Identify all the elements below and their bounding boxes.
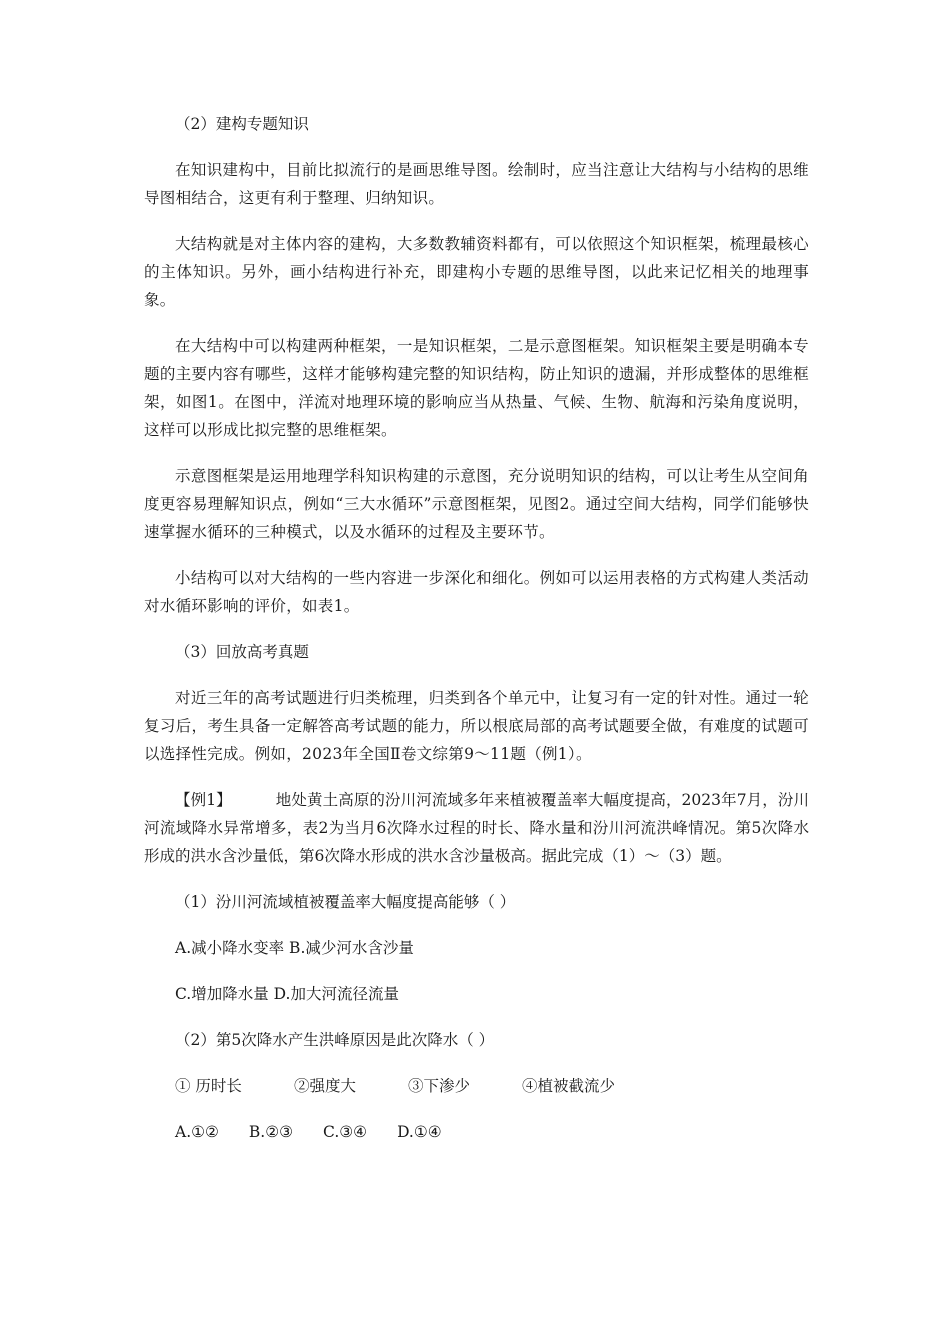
question-2-answer: D.①④	[397, 1123, 442, 1141]
question-2-answers	[144, 1118, 809, 1146]
paragraph: 在知识建构中，目前比拟流行的是画思维导图。绘制时，应当注意让大结构与小结构的思维导图相结合，这更有利于整理、归纳知识。	[144, 161, 809, 207]
question-2-answer: A.①②	[175, 1123, 219, 1141]
section-heading-2: （2）建构专题知识	[175, 115, 309, 133]
question-2-answer: B.②③	[248, 1123, 294, 1141]
question-2-item: ②强度大	[293, 1077, 356, 1095]
question-2-item: ③下渗少	[407, 1077, 470, 1095]
paragraph: 小结构可以对大结构的一些内容进一步深化和细化。例如可以运用表格的方式构建人类活动对水循环影响的评价，如表1。	[144, 569, 809, 615]
question-2-stem: （2）第5次降水产生洪峰原因是此次降水（ ）	[175, 1031, 495, 1049]
question-1-options-line-1: A.减小降水变率 B.减少河水含沙量	[175, 939, 414, 957]
question-1-options-line-2: C.增加降水量 D.加大河流径流量	[175, 985, 399, 1003]
question-2-item: ① 历时长	[175, 1077, 242, 1095]
question-1-stem: （1）汾川河流域植被覆盖率大幅度提高能够（ ）	[175, 893, 516, 911]
paragraph: 大结构就是对主体内容的建构，大多数教辅资料都有，可以依照这个知识框架，梳理最核心的主体知识。另外，画小结构进行补充，即建构小专题的思维导图，以此来记忆相关的地理事象。	[144, 235, 809, 309]
document-page	[144, 110, 809, 1164]
paragraph: 示意图框架是运用地理学科知识构建的示意图，充分说明知识的结构，可以让考生从空间角度更容易理解知识点，例如“三大水循环”示意图框架，见图2。通过空间大结构，同学们能够快速掌握水循环的三种模式，以及水循环的过程及主要环节。	[144, 467, 809, 541]
section-heading-3: （3）回放高考真题	[175, 643, 309, 661]
example-text: 地处黄土高原的汾川河流域多年来植被覆盖率大幅度提高，2023年7月，汾川河流域降水异常增多，表2为当月6次降水过程的时长、降水量和汾川河流洪峰情况。第5次降水形成的洪水含沙量低，第6次降水形成的洪水含沙量极高。据此完成（1）～（3）题。	[144, 791, 809, 865]
example-tag: 【例1】	[175, 791, 232, 809]
example-block	[144, 786, 809, 870]
question-2-item: ④植被截流少	[521, 1077, 615, 1095]
paragraph: 对近三年的高考试题进行归类梳理，归类到各个单元中，让复习有一定的针对性。通过一轮复习后，考生具备一定解答高考试题的能力，所以根底局部的高考试题要全做，有难度的试题可以选择性完成。例如，2023年全国Ⅱ卷文综第9～11题（例1）。	[144, 689, 809, 763]
paragraph: 在大结构中可以构建两种框架，一是知识框架，二是示意图框架。知识框架主要是明确本专题的主要内容有哪些，这样才能够构建完整的知识结构，防止知识的遗漏，并形成整体的思维框架，如图1。在图中，洋流对地理环境的影响应当从热量、气候、生物、航海和污染角度说明，这样可以形成比拟完整的思维框架。	[144, 337, 809, 439]
question-2-answer: C.③④	[323, 1123, 368, 1141]
question-2-items	[144, 1072, 809, 1100]
